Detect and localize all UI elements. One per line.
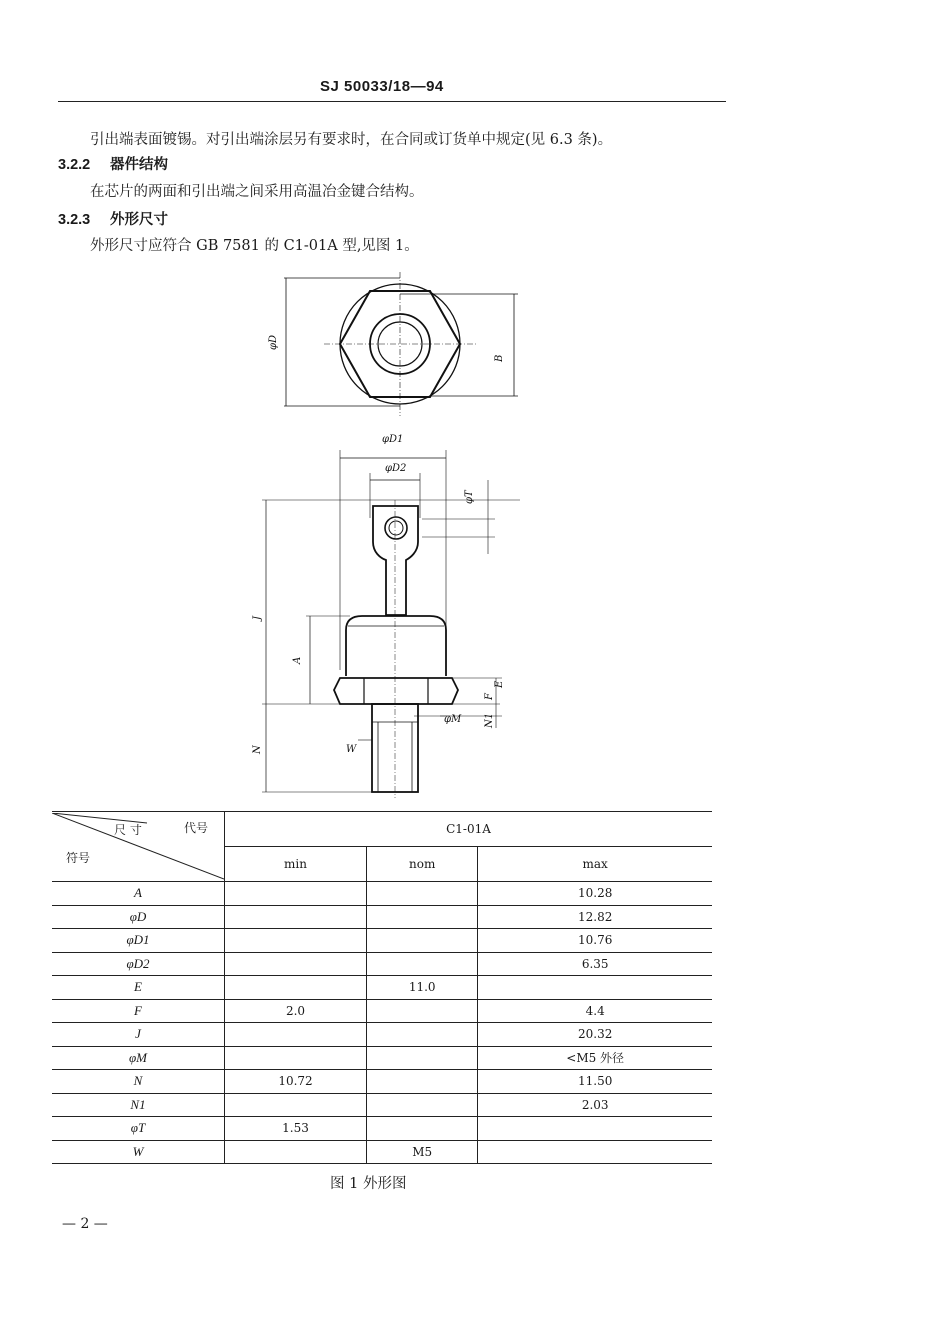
table-row: φM <M5 外径 <box>52 1046 712 1070</box>
col-max: max <box>478 847 712 882</box>
doc-code-header: SJ 50033/18—94 <box>320 78 444 95</box>
section-3-2-3 <box>58 208 168 229</box>
label-N: N <box>252 745 263 754</box>
table-corner-cell <box>52 812 225 882</box>
corner-symbol-label: 符号 <box>66 850 91 865</box>
corner-size-label: 尺 寸 <box>114 822 142 837</box>
table-row: φD 12.82 <box>52 905 712 929</box>
label-phiT: φT <box>464 490 475 504</box>
table-row: φD2 6.35 <box>52 952 712 976</box>
type-header-cell: C1-01A <box>225 812 713 847</box>
section-title: 器件结构 <box>110 156 168 173</box>
header-rule <box>58 101 726 102</box>
corner-code-label: 代号 <box>184 820 209 835</box>
label-phiD1: φD1 <box>382 434 404 445</box>
label-W: W <box>346 744 357 755</box>
table-row: φD1 10.76 <box>52 929 712 953</box>
table-row: E 11.0 <box>52 976 712 1000</box>
paragraph-line-1: 引出端表面镀锡。对引出端涂层另有要求时，在合同或订货单中规定(见 6.3 条)。 <box>90 132 613 148</box>
section-3-2-2 <box>58 153 168 174</box>
table-header-row <box>52 812 712 847</box>
dimension-table <box>52 811 712 1164</box>
table-row: W M5 <box>52 1140 712 1164</box>
table-row: A 10.28 <box>52 882 712 906</box>
label-E: E <box>494 680 505 688</box>
label-J: J <box>252 615 263 620</box>
table-row: N1 2.03 <box>52 1093 712 1117</box>
outline-drawing <box>240 270 520 800</box>
label-phiM: φM <box>444 714 462 725</box>
section-title: 外形尺寸 <box>110 211 168 228</box>
col-nom: nom <box>367 847 478 882</box>
table-row: F 2.0 4.4 <box>52 999 712 1023</box>
page-number: — 2 — <box>62 1216 108 1232</box>
label-phiD2: φD2 <box>385 463 407 474</box>
section-number: 3.2.2 <box>58 157 91 173</box>
label-phiD: φD <box>268 334 279 350</box>
paragraph-outline: 外形尺寸应符合 GB 7581 的 C1-01A 型,见图 1。 <box>90 238 419 254</box>
label-A: A <box>292 656 303 664</box>
table-row: N 10.72 11.50 <box>52 1070 712 1094</box>
table-row: φT 1.53 <box>52 1117 712 1141</box>
table-row: J 20.32 <box>52 1023 712 1047</box>
paragraph-structure: 在芯片的两面和引出端之间采用高温冶金键合结构。 <box>90 184 424 200</box>
col-min: min <box>225 847 367 882</box>
section-number: 3.2.3 <box>58 212 91 228</box>
label-F: F <box>484 693 495 700</box>
figure-caption: 图 1 外形图 <box>330 1176 407 1192</box>
label-N1: N1 <box>484 712 495 728</box>
label-B: B <box>494 354 505 362</box>
